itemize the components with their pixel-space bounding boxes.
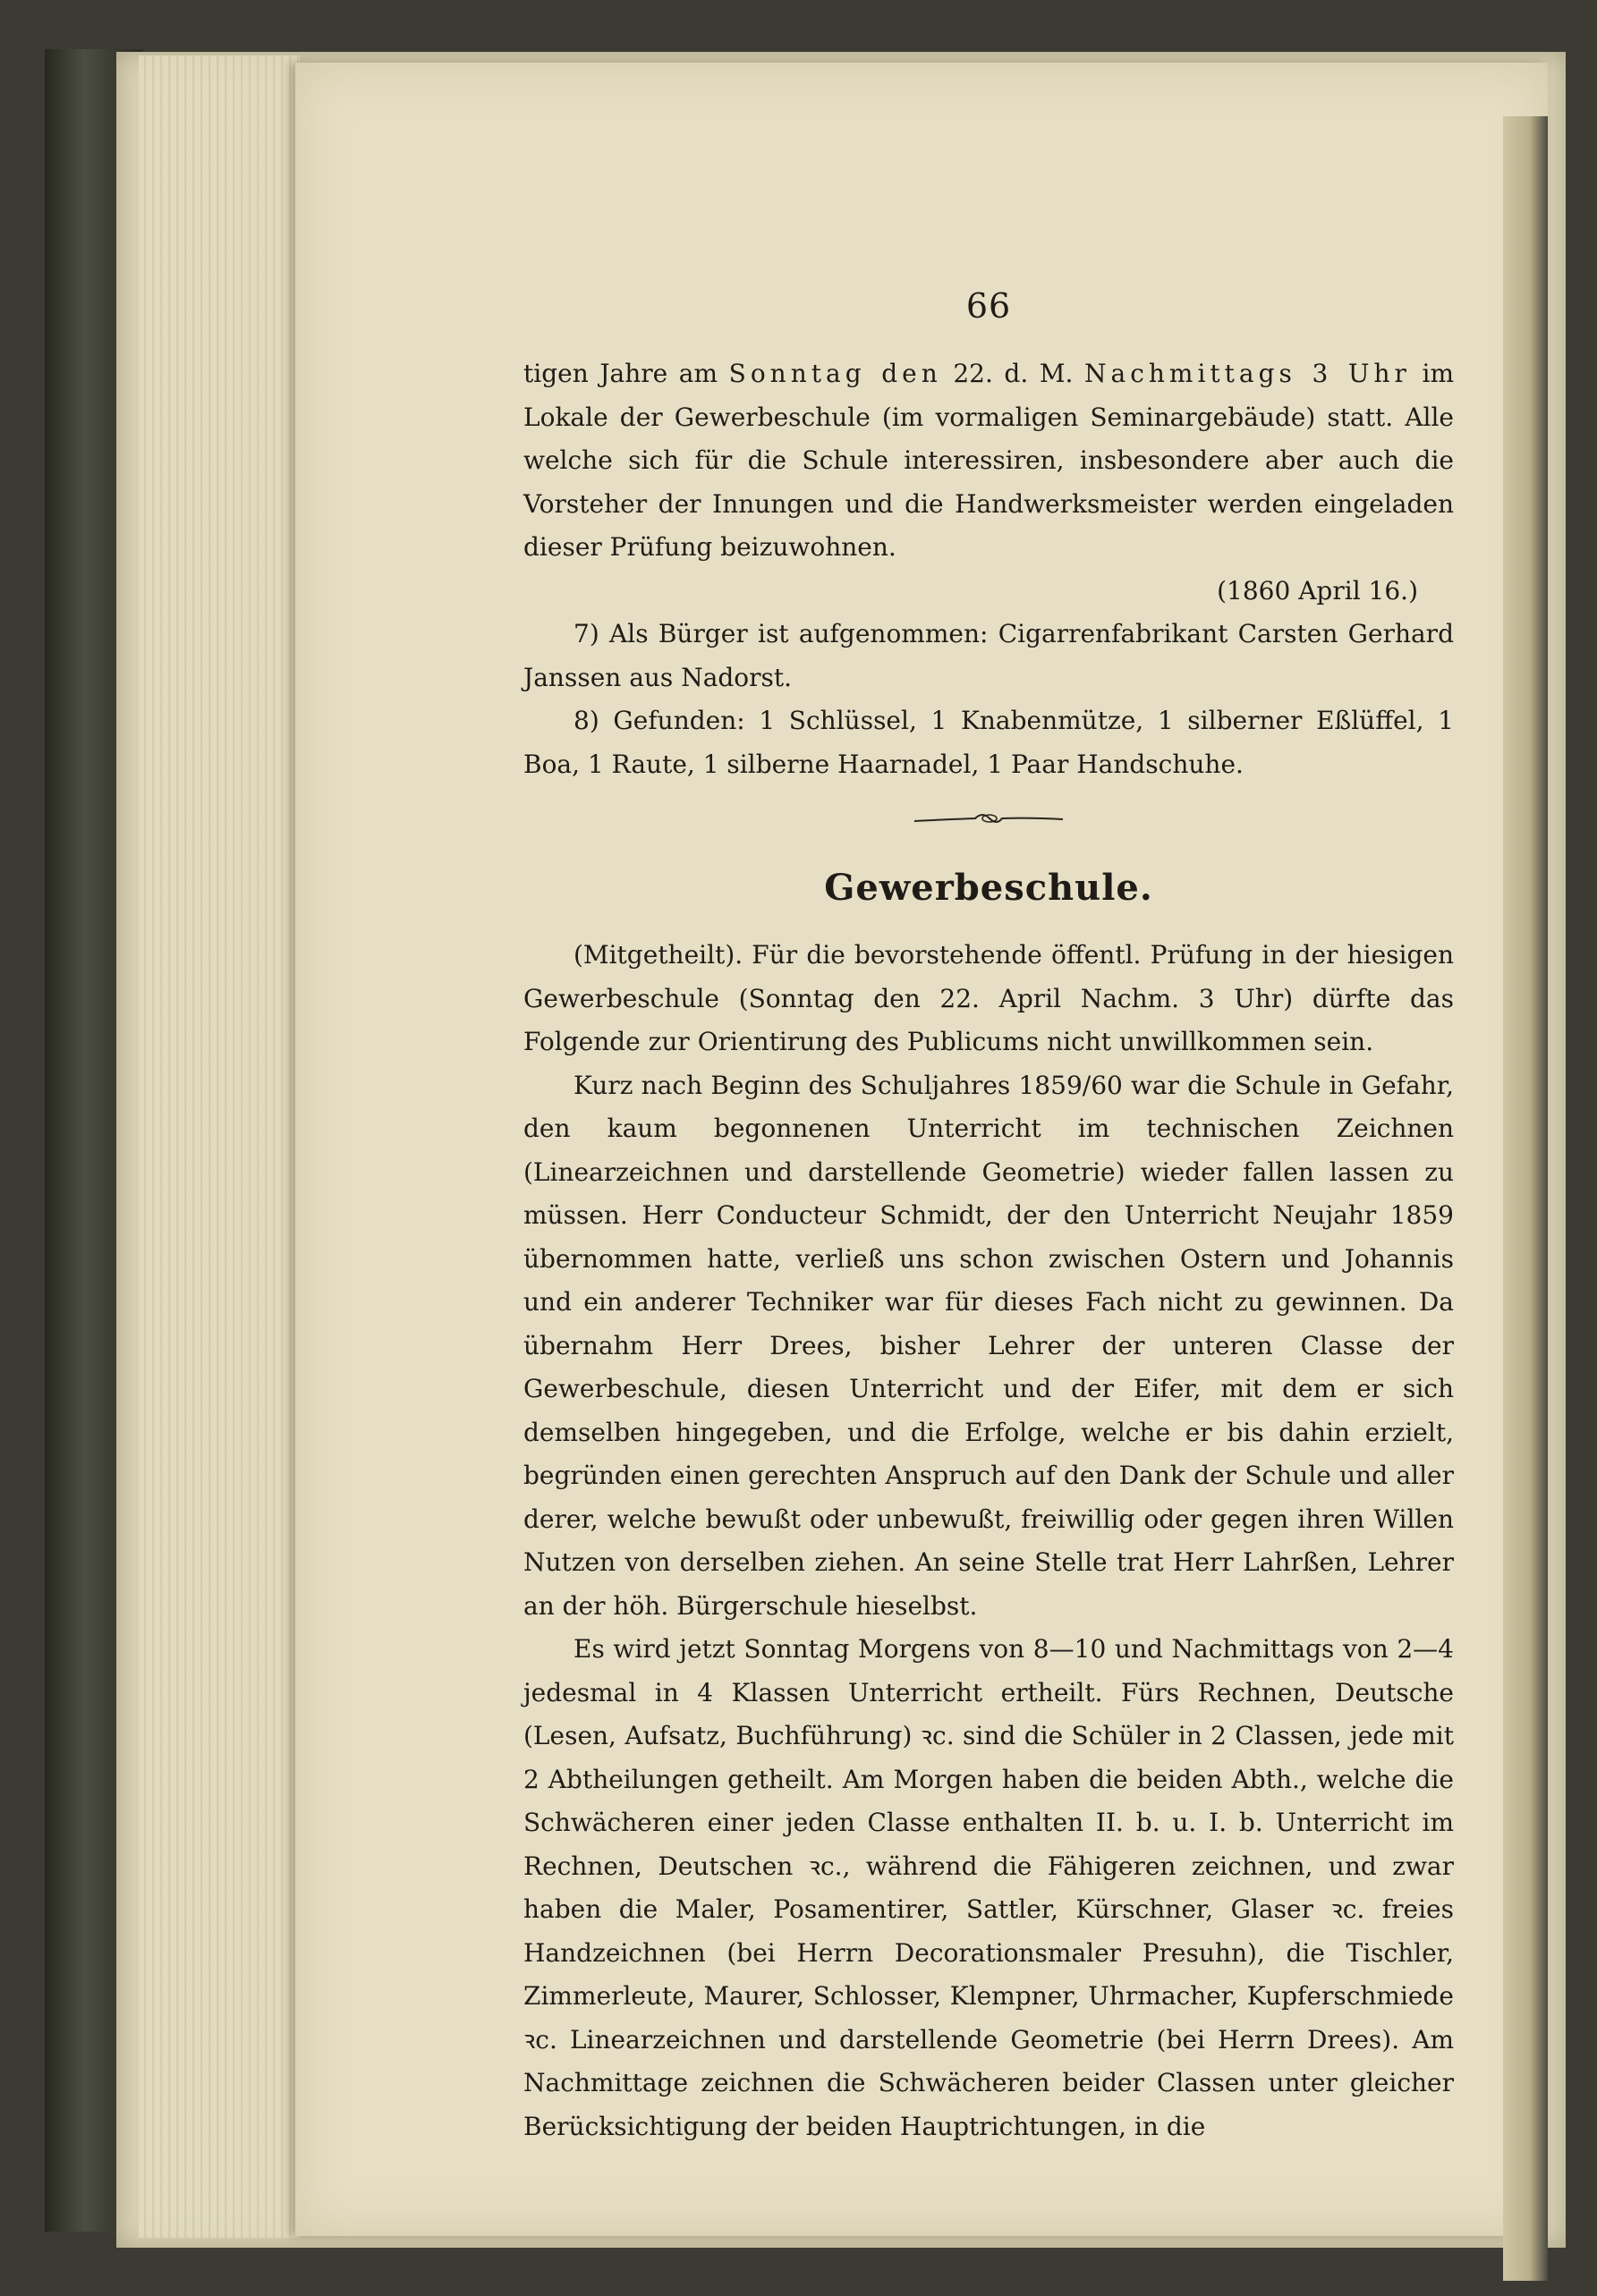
notice-time: Nachmittags 3 Uhr: [1084, 359, 1411, 388]
page-edges: [139, 55, 300, 2238]
section-heading: Gewerbeschule.: [824, 867, 1153, 909]
page-content: [523, 286, 1454, 2148]
page-gutter: [1503, 116, 1548, 2281]
notice-item-8: 8) Gefunden: 1 Schlüssel, 1 Knabenmütze, 1 silberner Eßlüffel, 1 Boa, 1 Raute, 1 silberne Haarnadel, 1 Paar Handschuhe.: [523, 706, 1454, 779]
notice-date: 22. d. M.: [941, 359, 1084, 388]
date-note: (1860 April 16.): [1217, 575, 1418, 606]
page-number: 66: [965, 286, 1012, 326]
notice-day: Sonntag den: [728, 359, 942, 388]
section-paragraph-1: (Mitgetheilt). Für die bevorstehende öffentl. Prüfung in der hiesigen Gewerbeschule (Sonntag den 22. April Nachm. 3 Uhr) dürfte das Folgende zur Orientirung des Publicums nicht unwillkommen sein.: [523, 940, 1454, 1056]
section-paragraph-2: Kurz nach Beginn des Schuljahres 1859/60 war die Schule in Gefahr, den kaum begonnenen Unterricht im technischen Zeichnen (Linearzeichnen und darstellende Geometrie) wieder fallen lassen zu müssen. Herr Conducteur Schmidt, der den Unterricht Neujahr 1859 übernommen hatte, verließ uns schon zwischen Ostern und Johannis und ein anderer Techniker war für dieses Fach nicht zu gewinnen. Da übernahm Herr Drees, bisher Lehrer der unteren Classe der Gewerbeschule, diesen Unterricht und der Eifer, mit dem er sich demselben hingegeben, und die Erfolge, welche er bis dahin erzielt, begründen einen gerechten Anspruch auf den Dank der Schule und aller derer, welche bewußt oder unbewußt, freiwillig oder gegen ihren Willen Nutzen von derselben ziehen. An seine Stelle trat Herr Lahrßen, Lehrer an der höh. Bürgerschule hieselbst.: [523, 1070, 1454, 1621]
notice-paragraph: [523, 352, 1454, 570]
ornament-divider: [913, 808, 1065, 831]
notice-text-end: im Lokale der Gewerbeschule (im vormaligen Seminargebäude) statt. Alle welche sich für die Schule interessiren, insbesondere aber auch die Vorsteher der Innungen und die Handwerksmeister werden eingeladen dieser Prüfung beizuwohnen.: [523, 359, 1454, 562]
notice-text-start: tigen Jahre am: [523, 359, 729, 388]
section-paragraph-3: Es wird jetzt Sonntag Morgens von 8—10 und Nachmittags von 2—4 jedesmal in 4 Klassen Unterricht ertheilt. Fürs Rechnen, Deutsche (Lesen, Aufsatz, Buchführung) ꝛc. sind die Schüler in 2 Classen, jede mit 2 Abtheilungen getheilt. Am Morgen haben die beiden Abth., welche die Schwächeren einer jeden Classe enthalten II. b. u. I. b. Unterricht im Rechnen, Deutschen ꝛc., während die Fähigeren zeichnen, und zwar haben die Maler, Posamentirer, Sattler, Kürschner, Glaser ꝛc. freies Handzeichnen (bei Herrn Decorationsmaler Presuhn), die Tischler, Zimmerleute, Maurer, Schlosser, Klempner, Uhrmacher, Kupferschmiede ꝛc. Linearzeichnen und darstellende Geometrie (bei Herrn Drees). Am Nachmittage zeichnen die Schwächeren beider Classen unter gleicher Berücksichtigung der beiden Hauptrichtungen, in die: [523, 1634, 1454, 2141]
notice-item-7: 7) Als Bürger ist aufgenommen: Cigarrenfabrikant Carsten Gerhard Janssen aus Nadorst.: [523, 619, 1454, 692]
